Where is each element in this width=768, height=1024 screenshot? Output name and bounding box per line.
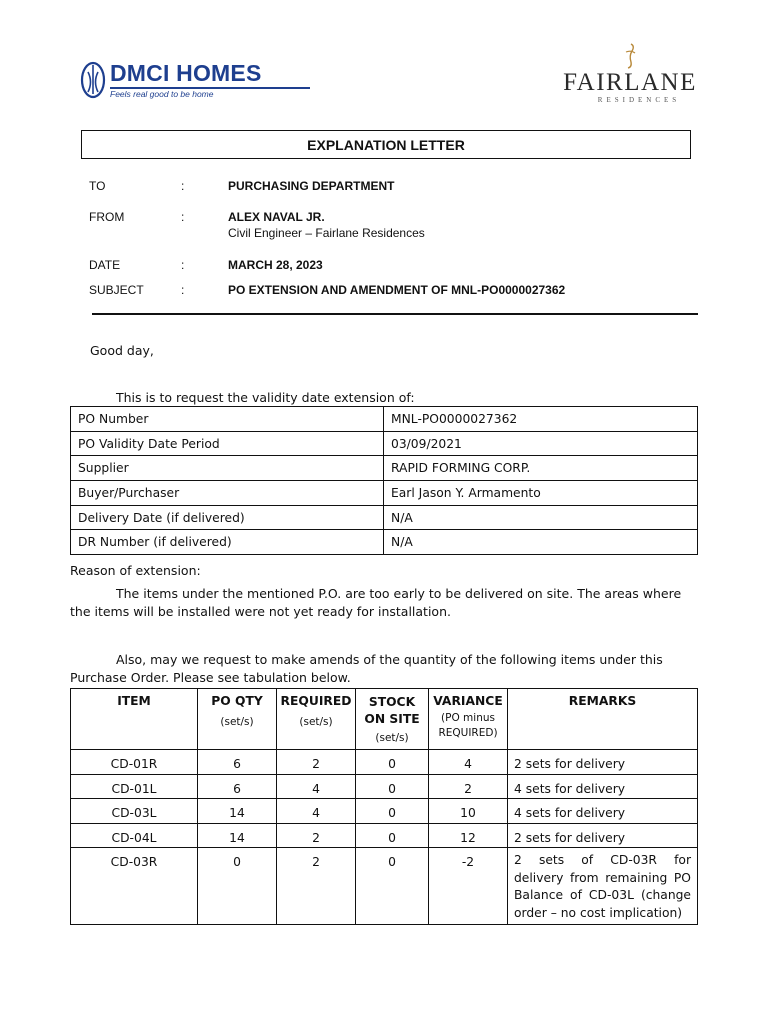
po-info-value: N/A bbox=[384, 505, 698, 530]
letter-title-box bbox=[81, 130, 691, 159]
po-info-table bbox=[70, 406, 698, 555]
cell-required: 2 bbox=[277, 750, 356, 775]
memo-from-label: FROM bbox=[89, 210, 125, 224]
cell-item: CD-03R bbox=[71, 848, 198, 925]
memo-from-value: ALEX NAVAL JR. bbox=[228, 210, 325, 224]
memo-date-label: DATE bbox=[89, 258, 121, 272]
fairlane-brand-sub: RESIDENCES bbox=[597, 96, 681, 104]
table-row bbox=[71, 407, 698, 432]
request-intro: This is to request the validity date extension of: bbox=[116, 390, 415, 405]
cell-stock: 0 bbox=[356, 823, 429, 848]
table-row bbox=[71, 823, 698, 848]
cell-variance: 2 bbox=[429, 774, 508, 799]
amend-line-1: Also, may we request to make amends of the quantity of the following items under this bbox=[116, 652, 663, 667]
memo-colon: : bbox=[181, 258, 185, 272]
memo-to-value: PURCHASING DEPARTMENT bbox=[228, 179, 395, 193]
table-row bbox=[71, 481, 698, 506]
reason-heading: Reason of extension: bbox=[70, 563, 201, 578]
table-row bbox=[71, 456, 698, 481]
table-row bbox=[71, 774, 698, 799]
dmci-brand-name: DMCI HOMES bbox=[110, 60, 262, 86]
cell-required: 4 bbox=[277, 774, 356, 799]
po-qty-unit: (set/s) bbox=[220, 716, 254, 728]
dmci-tagline: Feels real good to be home bbox=[110, 88, 214, 99]
memo-subject-value: PO EXTENSION AND AMENDMENT OF MNL-PO0000027362 bbox=[228, 283, 566, 297]
col-header-po-qty: PO QTY (set/s) bbox=[198, 689, 277, 750]
cell-remarks: 2 sets of CD-03R for delivery from remaining PO Balance of CD-03L (change order – no cost implication) bbox=[508, 848, 698, 925]
table-row bbox=[71, 431, 698, 456]
memo-date-value: MARCH 28, 2023 bbox=[228, 258, 323, 272]
po-info-label: Supplier bbox=[71, 456, 384, 481]
cell-po-qty: 14 bbox=[198, 799, 277, 824]
po-info-value: RAPID FORMING CORP. bbox=[384, 456, 698, 481]
cell-item: CD-01L bbox=[71, 774, 198, 799]
dmci-homes-logo bbox=[80, 60, 310, 100]
po-info-label: Buyer/Purchaser bbox=[71, 481, 384, 506]
cell-stock: 0 bbox=[356, 848, 429, 925]
memo-colon: : bbox=[181, 283, 185, 297]
reason-line-2: the items will be installed were not yet ready for installation. bbox=[70, 604, 451, 619]
cell-required: 4 bbox=[277, 799, 356, 824]
cell-remarks: 4 sets for delivery bbox=[508, 774, 698, 799]
cell-variance: 12 bbox=[429, 823, 508, 848]
col-header-variance: VARIANCE (PO minus REQUIRED) bbox=[429, 689, 508, 750]
reason-line-1: The items under the mentioned P.O. are too early to be delivered on site. The areas where bbox=[116, 586, 682, 601]
cell-required: 2 bbox=[277, 848, 356, 925]
memo-from-position: Civil Engineer – Fairlane Residences bbox=[228, 226, 425, 240]
table-row bbox=[71, 799, 698, 824]
greeting: Good day, bbox=[90, 343, 154, 358]
table-row bbox=[71, 750, 698, 775]
col-header-remarks: REMARKS bbox=[508, 689, 698, 750]
po-info-label: Delivery Date (if delivered) bbox=[71, 505, 384, 530]
fairlane-residences-logo bbox=[560, 42, 700, 104]
cell-required: 2 bbox=[277, 823, 356, 848]
col-header-stock-on-site: STOCK ON SITE (set/s) bbox=[356, 689, 429, 750]
memo-colon: : bbox=[181, 179, 185, 193]
fairlane-emblem-icon bbox=[619, 42, 641, 70]
cell-po-qty: 6 bbox=[198, 750, 277, 775]
fairlane-brand-name: FAIRLANE bbox=[563, 69, 697, 96]
cell-remarks: 2 sets for delivery bbox=[508, 823, 698, 848]
col-header-item: ITEM bbox=[71, 689, 198, 750]
po-info-label: PO Number bbox=[71, 407, 384, 432]
memo-to-label: TO bbox=[89, 179, 106, 193]
memo-subject-label: SUBJECT bbox=[89, 283, 144, 297]
po-info-label: PO Validity Date Period bbox=[71, 431, 384, 456]
cell-variance: -2 bbox=[429, 848, 508, 925]
table-row bbox=[71, 530, 698, 555]
items-amendment-table bbox=[70, 688, 698, 925]
amend-line-2: Purchase Order. Please see tabulation below. bbox=[70, 670, 351, 685]
cell-stock: 0 bbox=[356, 774, 429, 799]
cell-remarks: 2 sets for delivery bbox=[508, 750, 698, 775]
header-divider bbox=[92, 313, 698, 315]
cell-po-qty: 0 bbox=[198, 848, 277, 925]
po-info-label: DR Number (if delivered) bbox=[71, 530, 384, 555]
po-info-value: N/A bbox=[384, 530, 698, 555]
cell-item: CD-01R bbox=[71, 750, 198, 775]
table-row bbox=[71, 505, 698, 530]
po-info-value: MNL-PO0000027362 bbox=[384, 407, 698, 432]
cell-variance: 4 bbox=[429, 750, 508, 775]
cell-item: CD-03L bbox=[71, 799, 198, 824]
cell-variance: 10 bbox=[429, 799, 508, 824]
letter-title: EXPLANATION LETTER bbox=[307, 136, 465, 153]
table-row bbox=[71, 848, 698, 925]
col-header-required: REQUIRED (set/s) bbox=[277, 689, 356, 750]
cell-stock: 0 bbox=[356, 750, 429, 775]
dmci-emblem-icon bbox=[80, 60, 106, 100]
cell-item: CD-04L bbox=[71, 823, 198, 848]
po-info-value: 03/09/2021 bbox=[384, 431, 698, 456]
variance-note: (PO minus REQUIRED) bbox=[438, 712, 498, 739]
po-info-value: Earl Jason Y. Armamento bbox=[384, 481, 698, 506]
cell-po-qty: 14 bbox=[198, 823, 277, 848]
cell-stock: 0 bbox=[356, 799, 429, 824]
cell-remarks: 4 sets for delivery bbox=[508, 799, 698, 824]
stock-unit: (set/s) bbox=[375, 732, 409, 744]
cell-po-qty: 6 bbox=[198, 774, 277, 799]
required-unit: (set/s) bbox=[299, 716, 333, 728]
memo-colon: : bbox=[181, 210, 185, 224]
table-header-row bbox=[71, 689, 698, 750]
